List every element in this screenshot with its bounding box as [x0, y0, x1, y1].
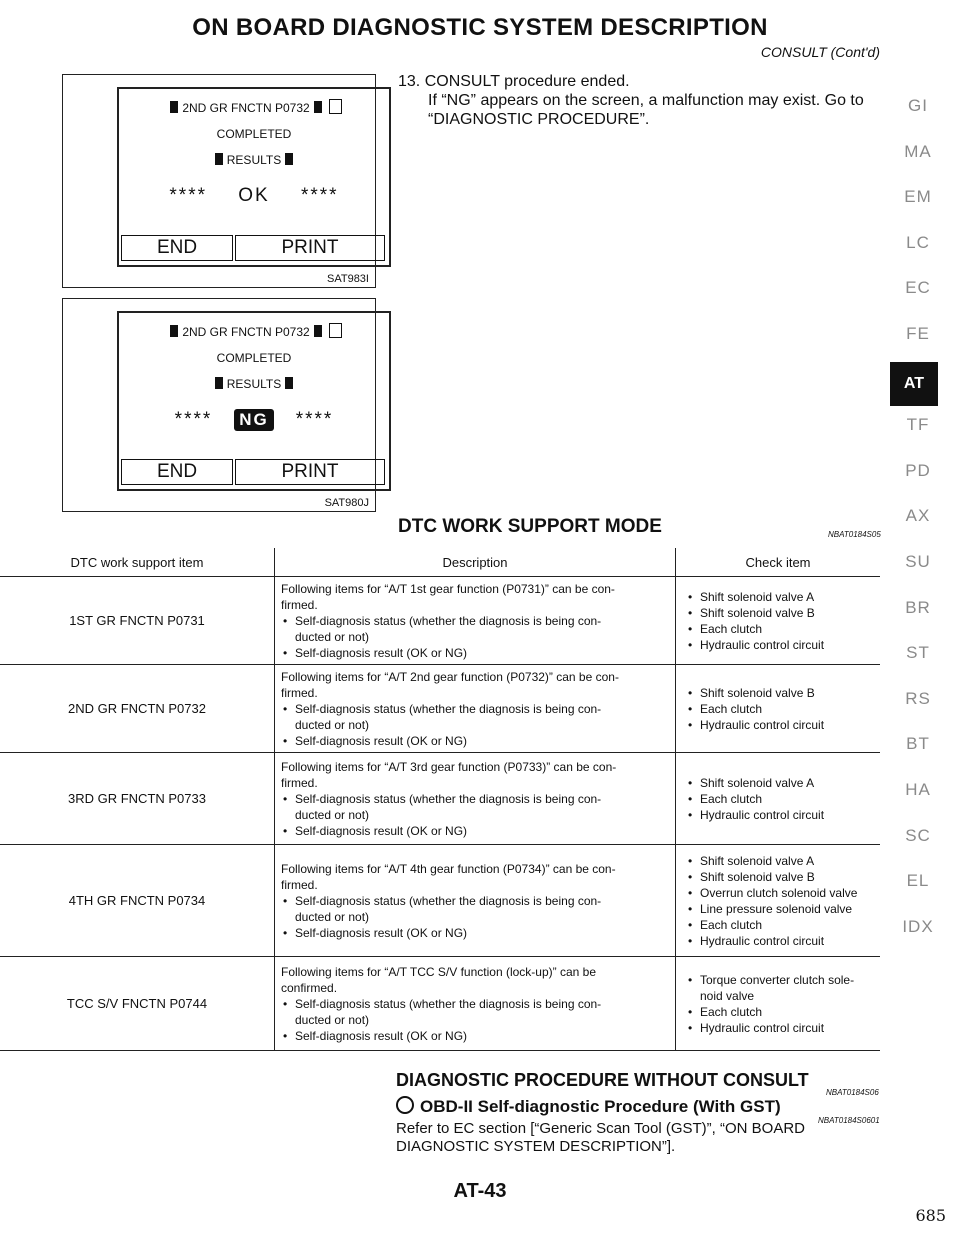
table-header-row	[0, 548, 880, 577]
figure-code: SAT983I	[327, 273, 369, 285]
stars-left: ****	[169, 185, 207, 206]
description-line: firmed.	[281, 685, 318, 700]
check-item: • Shift solenoid valve A	[686, 589, 880, 605]
check-item: • Shift solenoid valve B	[686, 685, 880, 701]
description-bullet: • Self-diagnosis result (OK or NG)	[281, 1028, 675, 1044]
sheet-number: 685	[915, 1206, 946, 1225]
check-item: • Shift solenoid valve A	[686, 775, 880, 791]
description-line: Following items for “A/T 1st gear function (P0731)” can be con-	[281, 581, 615, 596]
marker-icon	[215, 377, 223, 389]
section-tab-br[interactable]: BR	[905, 597, 931, 617]
dtc-section-tag: NBAT0184S05	[828, 530, 881, 539]
section-tab-ax[interactable]: AX	[905, 506, 931, 526]
diag-subtag: NBAT0184S0601	[818, 1116, 880, 1125]
check-item: • Hydraulic control circuit	[686, 1020, 880, 1036]
description-cell	[275, 957, 676, 1051]
check-item: • Hydraulic control circuit	[686, 637, 880, 653]
description-line: confirmed.	[281, 980, 338, 995]
section-tab-ma[interactable]: MA	[904, 141, 932, 161]
check-item: • Each clutch	[686, 621, 880, 637]
step-line-1: CONSULT procedure ended.	[424, 73, 630, 90]
description-bullet: • Self-diagnosis status (whether the diagnosis is being con-	[281, 996, 675, 1012]
table-row	[0, 577, 880, 665]
step-line-2: If “NG” appears on the screen, a malfunction may exist. Go to	[428, 92, 864, 109]
step-13	[398, 72, 898, 129]
marker-icon	[170, 325, 178, 337]
page-number-label: AT-43	[453, 1180, 507, 1202]
check-item: • Each clutch	[686, 791, 880, 807]
consult-screen-ok	[117, 87, 391, 267]
section-tab-st[interactable]: ST	[906, 643, 930, 663]
section-tab-su[interactable]: SU	[905, 552, 931, 571]
table-row	[0, 665, 880, 753]
section-tab-bt[interactable]: BT	[906, 734, 930, 754]
check-item: • Hydraulic control circuit	[686, 933, 880, 949]
diag-section-tag: NBAT0184S06	[826, 1088, 879, 1097]
description-bullet: • Self-diagnosis result (OK or NG)	[281, 925, 675, 941]
section-tab-ha[interactable]: HA	[905, 780, 931, 799]
description-bullet-cont: ducted or not)	[295, 1012, 370, 1027]
marker-icon	[285, 153, 293, 165]
check-item: • Shift solenoid valve B	[686, 869, 880, 885]
description-line: firmed.	[281, 775, 318, 790]
check-item: • Hydraulic control circuit	[686, 717, 880, 733]
check-item-cell	[676, 845, 881, 957]
section-tab-sc[interactable]: SC	[905, 825, 931, 845]
checkbox-icon	[329, 99, 342, 114]
description-cell	[275, 577, 676, 665]
check-item-cell	[676, 665, 881, 753]
stars-right: ****	[295, 409, 334, 430]
description-line: firmed.	[281, 597, 318, 612]
section-tab-fe[interactable]: FE	[906, 324, 930, 343]
dtc-item-cell: TCC S/V FNCTN P0744	[0, 957, 275, 1051]
section-tab-pd[interactable]: PD	[905, 460, 931, 480]
screen-results: RESULTS	[226, 153, 282, 167]
dtc-item-cell: 2ND GR FNCTN P0732	[0, 665, 275, 753]
diag-text-line-1: Refer to EC section [“Generic Scan Tool (GST)”, “ON BOARD	[396, 1120, 806, 1137]
description-line: Following items for “A/T 3rd gear function (P0733)” can be con-	[281, 759, 617, 774]
marker-icon	[314, 325, 322, 337]
description-line: Following items for “A/T TCC S/V function (lock-up)” can be	[281, 964, 596, 979]
section-tab-rs[interactable]: RS	[905, 688, 931, 708]
description-bullet: • Self-diagnosis result (OK or NG)	[281, 645, 675, 661]
end-button: END	[121, 235, 233, 261]
section-tab-lc[interactable]: LC	[906, 232, 930, 252]
check-item-cell	[676, 577, 881, 665]
column-header: Description	[275, 548, 676, 577]
diag-section-title: DIAGNOSTIC PROCEDURE WITHOUT CONSULT	[396, 1070, 809, 1090]
description-bullet-cont: ducted or not)	[295, 629, 370, 644]
consult-screen-ng-figure	[62, 298, 376, 512]
description-bullet-cont: ducted or not)	[295, 909, 370, 924]
description-bullet: • Self-diagnosis result (OK or NG)	[281, 823, 675, 839]
check-item-cell	[676, 957, 881, 1051]
dtc-item-cell: 1ST GR FNCTN P0731	[0, 577, 275, 665]
screen-results: RESULTS	[226, 377, 282, 391]
dtc-item-cell: 4TH GR FNCTN P0734	[0, 845, 275, 957]
check-item: • Overrun clutch solenoid valve	[686, 885, 880, 901]
description-bullet-cont: ducted or not)	[295, 807, 370, 822]
result-ok: OK	[238, 185, 270, 206]
screen-status: COMPLETED	[216, 351, 292, 365]
dtc-item-cell: 3RD GR FNCTN P0733	[0, 753, 275, 845]
check-item: • Hydraulic control circuit	[686, 807, 880, 823]
description-cell	[275, 753, 676, 845]
check-item: • Shift solenoid valve B	[686, 605, 880, 621]
diag-text-line-2: DIAGNOSTIC SYSTEM DESCRIPTION”].	[396, 1138, 676, 1155]
screen-status: COMPLETED	[216, 127, 292, 141]
stars-right: ****	[301, 185, 339, 206]
section-tab-el[interactable]: EL	[906, 871, 930, 891]
page-title: ON BOARD DIAGNOSTIC SYSTEM DESCRIPTION	[192, 14, 768, 41]
section-tab-idx[interactable]: IDX	[902, 916, 934, 936]
stars-left: ****	[174, 409, 213, 430]
obd-icon	[396, 1096, 414, 1114]
marker-icon	[170, 101, 178, 113]
marker-icon	[314, 101, 322, 113]
description-bullet: • Self-diagnosis status (whether the diagnosis is being con-	[281, 701, 675, 717]
step-line-3: “DIAGNOSTIC PROCEDURE”.	[428, 111, 650, 128]
consult-screen-ng	[117, 311, 391, 491]
section-tab-gi[interactable]: GI	[908, 96, 928, 115]
dtc-work-support-table	[0, 548, 880, 1051]
description-bullet: • Self-diagnosis status (whether the diagnosis is being con-	[281, 893, 675, 909]
column-header: Check item	[676, 548, 881, 577]
table-body	[0, 577, 880, 1051]
marker-icon	[215, 153, 223, 165]
table-row	[0, 957, 880, 1051]
screen-title: 2ND GR FNCTN P0732	[182, 101, 310, 115]
table-row	[0, 753, 880, 845]
section-tab-ec[interactable]: EC	[905, 278, 931, 298]
description-bullet-cont: ducted or not)	[295, 717, 370, 732]
description-cell	[275, 845, 676, 957]
check-item: • Torque converter clutch sole-	[686, 972, 880, 988]
section-tab-tf[interactable]: TF	[906, 415, 930, 435]
check-item: • Shift solenoid valve A	[686, 853, 880, 869]
dtc-section-title: DTC WORK SUPPORT MODE	[398, 516, 662, 537]
figure-code: SAT980J	[324, 497, 369, 509]
check-item: • Each clutch	[686, 1004, 880, 1020]
check-item: • Each clutch	[686, 917, 880, 933]
description-bullet: • Self-diagnosis status (whether the diagnosis is being con-	[281, 791, 675, 807]
description-line: Following items for “A/T 4th gear function (P0734)” can be con-	[281, 861, 616, 876]
description-bullet: • Self-diagnosis result (OK or NG)	[281, 733, 675, 749]
check-item: • Line pressure solenoid valve	[686, 901, 880, 917]
section-tab-at[interactable]: AT	[890, 362, 938, 406]
section-tab-em[interactable]: EM	[904, 187, 932, 207]
checkbox-icon	[329, 323, 342, 338]
print-button: PRINT	[235, 459, 385, 485]
screen-title: 2ND GR FNCTN P0732	[182, 325, 310, 339]
table-row	[0, 845, 880, 957]
consult-screen-ok-figure	[62, 74, 376, 288]
description-line: Following items for “A/T 2nd gear function (P0732)” can be con-	[281, 669, 619, 684]
result-ng-badge: NG	[234, 409, 274, 431]
marker-icon	[285, 377, 293, 389]
description-cell	[275, 665, 676, 753]
column-header: DTC work support item	[0, 548, 275, 577]
check-item-cell	[676, 753, 881, 845]
print-button: PRINT	[235, 235, 385, 261]
description-bullet: • Self-diagnosis status (whether the diagnosis is being con-	[281, 613, 675, 629]
page-subtitle: CONSULT (Cont'd)	[760, 44, 880, 60]
diag-subtitle: OBD-II Self-diagnostic Procedure (With GST)	[420, 1097, 781, 1116]
description-line: firmed.	[281, 877, 318, 892]
step-number: 13.	[398, 73, 421, 90]
check-item: • Each clutch	[686, 701, 880, 717]
check-item-cont: noid valve	[700, 988, 755, 1003]
end-button: END	[121, 459, 233, 485]
